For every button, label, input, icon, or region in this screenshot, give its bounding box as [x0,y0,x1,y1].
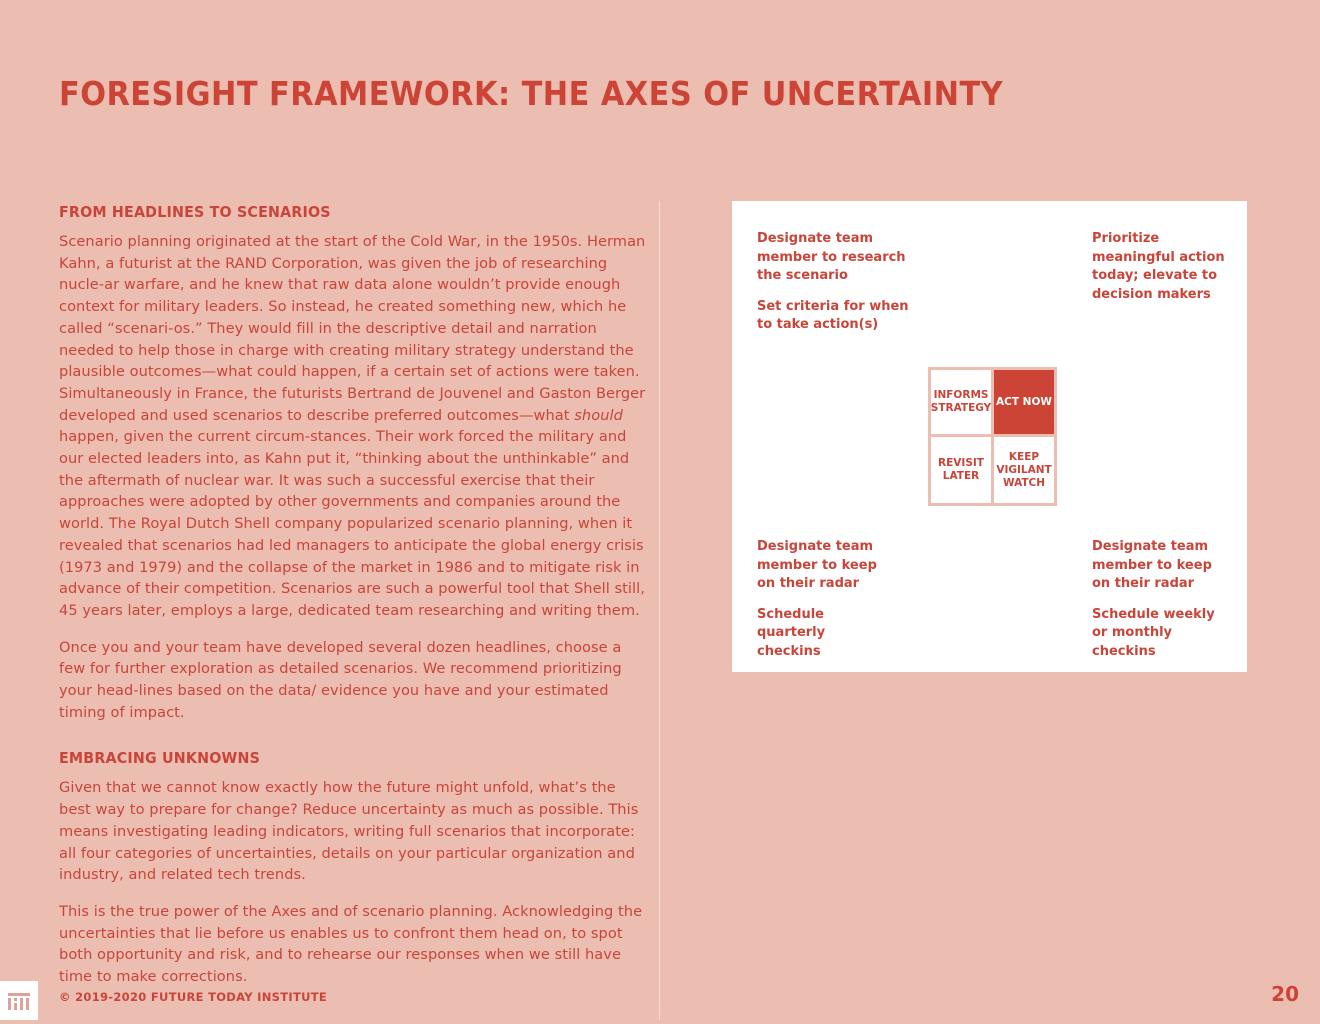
fti-logo-icon [0,981,38,1020]
note-text: Designate team member to research the scenario [757,231,906,284]
note-top-right [1092,230,1232,304]
note-bottom-left [757,538,877,662]
axes-diagram-panel [732,201,1247,672]
note-text: Prioritize meaningful action today; elevate to decision makers [1092,231,1225,302]
quadrant-keep-vigilant-watch: KEEP VIGILANT WATCH [994,437,1054,503]
quadrant-grid [928,367,1057,506]
paragraph-history [59,231,649,622]
note-text: Schedule quarterly checkins [757,606,826,659]
page-title: FORESIGHT FRAMEWORK: THE AXES OF UNCERTAINTY [59,74,1004,113]
note-text: Designate team member to keep on their radar [1092,539,1212,592]
note-text: Schedule weekly or monthly checkins [1092,606,1215,659]
note-text: Designate team member to keep on their radar [757,539,877,592]
copyright-footer: © 2019-2020 FUTURE TODAY INSTITUTE [59,990,328,1004]
page-number: 20 [1271,982,1299,1006]
paragraph-text: happen, given the current circum-stances. Their work forced the military and our elected leaders into, as Kahn put it, “thinking about the unthinkable” and the aftermath of nuclear war. It was such a successful exercise that their approaches were adopted by other governments and companies around the world. The Royal Dutch Shell company popularized scenario planning, when it revealed that scenarios had led managers to anticipate the global energy crisis (1973 and 1979) and the collapse of the market in 1986 and to mitigate risk in advance of their competition. Scenarios are such a powerful tool that Shell still, 45 years later, employs a large, dedicated team researching and writing them. [59,428,645,619]
paragraph-prepare: Given that we cannot know exactly how the future might unfold, what’s the best way to prepare for change? Reduce uncertainty as much as possible. This means investigating leading indicators, writing full scenarios that incorporate: all four categories of uncertainties, details on your particular organization and industry, and related tech trends. [59,779,639,884]
section-heading-unknowns: EMBRACING UNKNOWNS [59,749,261,768]
paragraph-headlines: Once you and your team have developed several dozen headlines, choose a few for further exploration as detailed scenarios. We recommend prioritizing your head-lines based on the data/ evidence you have and your estimated timing of impact. [59,638,622,721]
section-heading-headlines: FROM HEADLINES TO SCENARIOS [59,203,331,221]
column-divider [659,201,660,1020]
note-text: Set criteria for when to take action(s) [757,298,909,333]
article-column [59,203,649,1003]
quadrant-act-now: ACT NOW [994,370,1054,434]
quadrant-revisit-later: REVISIT LATER [931,437,991,503]
quadrant-informs-strategy: INFORMS STRATEGY [931,370,991,434]
paragraph-power: This is the true power of the Axes and of scenario planning. Acknowledging the uncertainties that lie before us enables us to confront them head on, to spot both opportunity and risk, and to rehearse our responses when we still have time to make corrections. [59,902,643,986]
emphasis-text: should [574,406,623,424]
note-bottom-right [1092,538,1222,662]
paragraph-text: Scenario planning originated at the start of the Cold War, in the 1950s. Herman Kahn, a futurist at the RAND Corporation, was given the job of researching nucle-ar warfare, and he knew that raw data alone wouldn’t provide enough context for military leaders. So instead, he created something new, which he called “scenari-os.” They would fill in the descriptive detail and narration needed to help those in charge with creating military strategy understand the plausible outcomes—what could happen, if a certain set of actions were taken. Simultaneously in France, the futurists Bertrand de Jouvenel and Gaston Berger developed and used scenarios to describe preferred outcomes—what [59,233,646,424]
note-top-left [757,230,927,335]
